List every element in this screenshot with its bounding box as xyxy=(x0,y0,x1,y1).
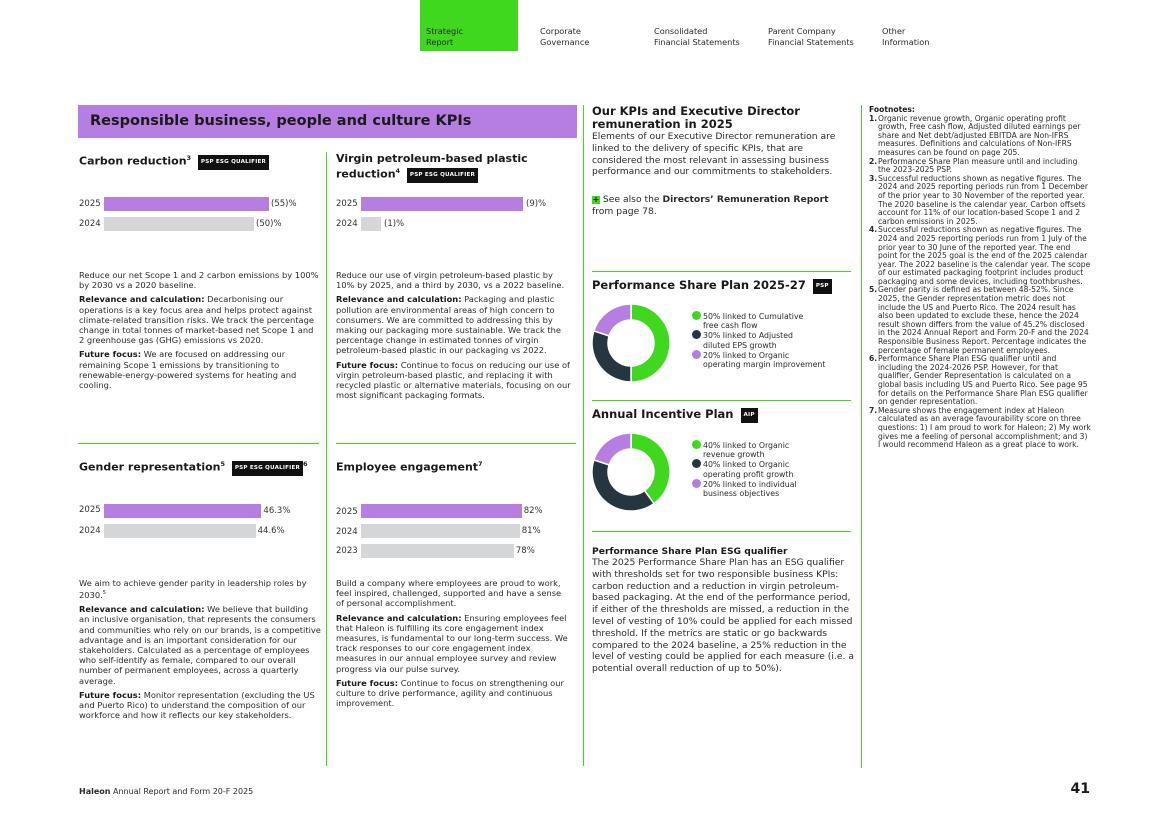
legend-dot-icon xyxy=(692,350,701,359)
footnote-number: 2. xyxy=(869,156,878,166)
engagement-intro: Build a company where employees are proud to work, feel inspired, challenged, supported and have a sense of personal accomplishment. xyxy=(336,578,562,609)
psp-title xyxy=(592,279,832,294)
bar-year-label: 2024 xyxy=(336,527,358,537)
footnote-item xyxy=(869,226,1091,286)
psp-esg-badge: PSP ESG QUALIFIER xyxy=(407,168,478,183)
engagement-bar-2023 xyxy=(361,544,514,558)
footnote-item xyxy=(869,286,1091,355)
legend-item xyxy=(692,479,842,498)
bar-year-label: 2024 xyxy=(79,219,101,229)
psp-badge: PSP xyxy=(813,279,832,294)
footnotes xyxy=(869,106,1091,450)
bar-value-label: 44.6% xyxy=(257,526,285,536)
nav-label-line2: Financial Statements xyxy=(654,37,740,47)
bar-value-label: 78% xyxy=(515,546,535,556)
footnote-text: Organic revenue growth, Organic operating profit growth, Free cash flow, Adjusted diluted earnings per share and Net debt/adjusted EBITDA are Non-IFRS measures. Definitions and calculations of Non-IFRS measures can be found on page 205. xyxy=(878,113,1081,157)
aip-donut-chart xyxy=(590,431,672,513)
donut-slice xyxy=(592,460,654,511)
psp-esg-badge: PSP ESG QUALIFIER xyxy=(198,155,269,170)
donut-slice xyxy=(594,433,631,465)
relevance-text: We believe that building an inclusive organisation, that represents the consumers and communities who rely on our brands, is a competitive advantage and is an important consideration for our stakeholders. Calculated as a percentage of employees who self-identify as female, compared to our overall number of permanent employees, across a quarterly average. xyxy=(79,604,321,686)
engagement-title-text: Employee engagement xyxy=(336,460,479,474)
relevance-label: Relevance and calculation: xyxy=(79,294,205,305)
see-also-link[interactable] xyxy=(592,194,854,218)
nav-label-line1: Strategic xyxy=(426,26,464,36)
plastic-bar-2024 xyxy=(361,217,381,231)
footnote-item xyxy=(869,175,1091,227)
future-label: Future focus: xyxy=(79,349,142,360)
bar-year-label: 2024 xyxy=(336,219,358,229)
plastic-text xyxy=(336,270,572,400)
plastic-title-line1: Virgin petroleum-based plastic xyxy=(336,152,528,165)
nav-label-line2: Report xyxy=(426,37,454,47)
future-text: Monitor representation (excluding the US and Puerto Rico) to understand the composition of our workforce and how it reflects our key stakeholders. xyxy=(79,689,315,721)
footnote-number: 5. xyxy=(869,285,878,295)
carbon-relevance xyxy=(79,294,321,345)
plastic-title xyxy=(336,152,576,183)
future-label: Future focus: xyxy=(336,359,399,370)
carbon-bar-2025 xyxy=(104,197,269,211)
gender-title xyxy=(79,458,308,476)
nav-corporate-governance[interactable] xyxy=(534,0,632,51)
relevance-label: Relevance and calculation: xyxy=(336,612,462,623)
gender-intro-footnote-ref: 5 xyxy=(102,590,106,597)
plastic-title-line2: reduction xyxy=(336,167,396,181)
aip-badge: AIP xyxy=(741,408,758,423)
psp-esg-title: Performance Share Plan ESG qualifier xyxy=(592,546,788,557)
engagement-future xyxy=(336,678,568,709)
footnote-number: 3. xyxy=(869,173,878,183)
legend-item xyxy=(692,459,842,478)
future-text: We are focused on addressing our remaining Scope 1 emissions by transitioning to renewable-energy-powered systems for heating and cooling. xyxy=(79,349,297,391)
plastic-relevance xyxy=(336,294,572,355)
aip-title-text: Annual Incentive Plan xyxy=(592,407,734,421)
gender-future xyxy=(79,690,321,721)
kpi-remun-title-line1: Our KPIs and Executive Director xyxy=(592,104,800,118)
carbon-future xyxy=(79,349,321,390)
carbon-text xyxy=(79,270,321,390)
footnote-item xyxy=(869,158,1091,175)
footnote-text: Successful reductions shown as negative figures. The 2024 and 2025 reporting periods run from 1 December of the prior year to 30 November of the reported year. The 2020 baseline is the calendar year. Carbon offsets account for 11% of our location-based Scope 1 and 2 carbon emissions in 2025. xyxy=(878,173,1088,226)
bar-value-label: (9)% xyxy=(526,199,547,209)
bar-value-label: 81% xyxy=(521,526,541,536)
aip-title xyxy=(592,408,758,423)
legend-text: 20% linked to individual xyxy=(703,479,797,489)
legend-text: 20% linked to Organic xyxy=(703,350,790,360)
see-prefix: See also the xyxy=(602,194,663,205)
engagement-footnote-ref: 7 xyxy=(478,460,483,468)
nav-label-line2: Information xyxy=(882,37,930,47)
relevance-text: Ensuring employees feel that Haleon is fulfilling its core engagement index measures, is fundamental to our long-term success. We track responses to our core engagement index measures in our annual employee survey and review progress via our pulse survey. xyxy=(336,612,568,674)
bar-year-label: 2025 xyxy=(79,199,101,209)
bar-value-label: 46.3% xyxy=(263,506,291,516)
relevance-label: Relevance and calculation: xyxy=(336,294,462,305)
footnote-number: 4. xyxy=(869,225,878,235)
legend-text: revenue growth xyxy=(703,450,765,460)
bar-value-label: (50)% xyxy=(256,219,282,229)
donut-slice xyxy=(631,433,670,504)
legend-text: 30% linked to Adjusted xyxy=(703,331,793,341)
donut-slice xyxy=(594,304,631,336)
engagement-title xyxy=(336,458,483,474)
legend-dot-icon xyxy=(692,330,701,339)
legend-dot-icon xyxy=(692,459,701,468)
carbon-title-text: Carbon reduction xyxy=(79,154,187,168)
carbon-bar-2024 xyxy=(104,217,254,231)
plastic-bar-2025 xyxy=(361,197,523,211)
see-suffix: from page 78. xyxy=(592,205,657,217)
carbon-title xyxy=(79,152,269,170)
psp-title-text: Performance Share Plan 2025-27 xyxy=(592,278,806,292)
psp-esg-badge: PSP ESG QUALIFIER xyxy=(232,461,303,476)
footnote-item xyxy=(869,407,1091,450)
nav-consolidated-financial-statements[interactable] xyxy=(648,0,758,51)
nav-label-line1: Parent Company xyxy=(768,26,836,36)
legend-item xyxy=(692,330,842,349)
footnote-text: Performance Share Plan measure until and including the 2023-2025 PSP. xyxy=(878,156,1078,175)
nav-label-line2: Governance xyxy=(540,37,590,47)
bar-year-label: 2023 xyxy=(336,546,358,556)
legend-text: free cash flow xyxy=(703,321,758,331)
gender-text xyxy=(79,578,321,720)
footnote-number: 6. xyxy=(869,354,878,364)
column-divider xyxy=(861,105,862,768)
psp-esg-body: The 2025 Performance Share Plan has an ESG qualifier with thresholds set for two responsible business KPIs: carbon reduction and a reduction in virgin petroleum-based packaging. At the end of the performance period, if either of the thresholds are missed, a reduction in the level of vesting of 10% could be applied for each missed threshold. If the metrics are static or go backwards compared to the 2024 baseline, a 25% reduction in the level of vesting could be applied for each measure (i.e. a potential overall reduction of up to 50%). xyxy=(592,557,854,675)
carbon-footnote-ref: 3 xyxy=(186,154,192,162)
bar-value-label: (1)% xyxy=(384,219,405,229)
section-divider xyxy=(78,443,319,444)
carbon-intro: Reduce our net Scope 1 and 2 carbon emissions by 100% by 2030 vs a 2020 baseline. xyxy=(79,270,319,291)
relevance-text: Packaging and plastic pollution are environmental areas of high concern to consumers. We are committed to addressing this by making our packaging more sustainable. We track the percentage change in estimated tonnes of virgin petroleum-based plastic in our packaging vs 2022. xyxy=(336,294,562,356)
column-divider xyxy=(326,152,327,766)
nav-label-line1: Consolidated xyxy=(654,26,708,36)
footnote-text: Measure shows the engagement index at Haleon calculated as an average favourability score on three questions: 1) I am proud to work for Haleon; 2) My work gives me a feeling of personal accomplishment; and 3) I would recommend Haleon as a great place to work. xyxy=(878,405,1091,450)
footer xyxy=(79,787,253,796)
gender-bar-2024 xyxy=(104,524,256,538)
legend-text: 50% linked to Cumulative xyxy=(703,312,804,321)
future-text: Continue to focus on strengthening our culture to drive performance, agility and continuous improvement. xyxy=(336,677,564,709)
footnote-text: Performance Share Plan ESG qualifier until and including the 2024-2026 PSP. However, for that qualifier, Gender Representation is calculated on a global basis including US and Puerto Rico. See page 95 for details on the Performance Share Plan ESG qualifier on gender representation. xyxy=(878,354,1088,407)
section-divider xyxy=(336,443,576,444)
legend-dot-icon xyxy=(692,479,701,488)
future-label: Future focus: xyxy=(336,677,399,688)
legend-dot-icon xyxy=(692,440,701,449)
column-divider xyxy=(583,105,584,766)
bar-value-label: 82% xyxy=(523,506,543,516)
future-label: Future focus: xyxy=(79,689,142,700)
bar-year-label: 2025 xyxy=(79,505,101,515)
gender-intro xyxy=(79,578,321,600)
section-divider xyxy=(592,400,851,401)
plastic-future xyxy=(336,360,572,401)
gender-bar-2025 xyxy=(104,504,261,518)
psp-donut-chart xyxy=(590,302,672,384)
footnote-number: 7. xyxy=(869,405,878,415)
engagement-bar-2025 xyxy=(361,504,522,518)
kpi-remun-body: Elements of our Executive Director remuneration are linked to the delivery of specific KPIs, that are considered the most relevant in assessing business performance and our commitments to stakeholders. xyxy=(592,131,836,178)
gender-title-text: Gender representation xyxy=(79,460,221,474)
legend-item xyxy=(692,440,842,459)
gender-footnote-ref-2: 6 xyxy=(302,460,308,468)
donut-slice xyxy=(631,304,670,382)
legend-text: operating margin improvement xyxy=(703,360,826,370)
nav-label-line1: Corporate xyxy=(540,26,581,36)
footnotes-title: Footnotes: xyxy=(869,105,915,114)
legend-text: diluted EPS growth xyxy=(703,340,777,350)
future-text: Continue to focus on reducing our use of virgin petroleum-based plastic, and replacing it with recycled plastic or alternative materials, focusing on our most significant packaging formats. xyxy=(336,359,571,401)
section-divider xyxy=(592,271,851,272)
see-bold: Directors’ Remuneration Report xyxy=(662,194,829,205)
section-title: Responsible business, people and culture KPIs xyxy=(78,105,577,138)
aip-legend xyxy=(692,440,842,498)
bar-year-label: 2025 xyxy=(336,199,358,209)
footnote-item xyxy=(869,355,1091,407)
plus-icon: + xyxy=(592,195,600,204)
gender-relevance xyxy=(79,604,321,686)
kpi-remun-title xyxy=(592,105,852,130)
footnote-number: 1. xyxy=(869,113,878,123)
nav-strategic-report[interactable] xyxy=(420,0,518,51)
nav-label-line2: Financial Statements xyxy=(768,37,854,47)
legend-item xyxy=(692,311,842,330)
nav-parent-company-financial-statements[interactable] xyxy=(762,0,872,51)
bar-year-label: 2025 xyxy=(336,507,358,517)
relevance-label: Relevance and calculation: xyxy=(79,604,205,615)
bar-year-label: 2024 xyxy=(79,526,101,536)
nav-other-information[interactable] xyxy=(876,0,974,51)
donut-slice xyxy=(592,331,631,382)
gender-footnote-ref: 5 xyxy=(220,460,226,468)
engagement-relevance xyxy=(336,613,568,674)
legend-text: 40% linked to Organic xyxy=(703,441,790,450)
plastic-footnote-ref: 4 xyxy=(395,167,401,175)
bar-value-label: (55)% xyxy=(271,199,297,209)
page-number: 41 xyxy=(1070,781,1090,797)
legend-text: 40% linked to Organic xyxy=(703,460,790,470)
footer-text: Annual Report and Form 20-F 2025 xyxy=(113,787,254,796)
kpi-remun-title-line2: remuneration in 2025 xyxy=(592,116,733,131)
section-divider xyxy=(592,531,851,532)
plastic-intro: Reduce our use of virgin petroleum-based plastic by 10% by 2025, and a third by 2030, vs a 2022 baseline. xyxy=(336,270,565,291)
footnote-text: Gender parity is defined as between 48-52%. Since 2025, the Gender representation metric does not include the US and Puerto Rico. The 2024 result has also been updated to exclude these, hence the 2024 result shown differs from the value of 45.2% disclosed in the 2024 Annual Report and Form 20-F and the 2024 Responsible Business Report. Percentage indicates the percentage of female permanent employees. xyxy=(878,285,1089,355)
legend-text: business objectives xyxy=(703,489,780,499)
legend-dot-icon xyxy=(692,311,701,320)
gender-intro-text: We aim to achieve gender parity in leadership roles by 2030. xyxy=(79,578,307,600)
footnote-item xyxy=(869,115,1091,158)
legend-item xyxy=(692,350,842,369)
nav-label-line1: Other xyxy=(882,26,906,36)
psp-legend xyxy=(692,311,842,369)
relevance-text: Decarbonising our operations is a key focus area and helps protect against climate-related transition risks. We track the percentage change in total tonnes of market-based net Scope 1 and 2 greenhouse gas (GHG) emissions vs 2020. xyxy=(79,294,314,346)
footnote-text: Successful reductions shown as negative figures. The 2024 and 2025 reporting periods run from 1 July of the prior year to 30 June of the reported year. The end point for the 2025 goal is the end of the 2025 calendar year. The 2022 baseline is the calendar year. The scope of our estimated packaging footprint includes product packaging and some devices, including toothbrushes. xyxy=(878,225,1091,286)
engagement-bar-2024 xyxy=(361,524,520,538)
footer-brand: Haleon xyxy=(79,787,111,796)
legend-text: operating profit growth xyxy=(703,469,794,479)
engagement-text xyxy=(336,578,568,708)
